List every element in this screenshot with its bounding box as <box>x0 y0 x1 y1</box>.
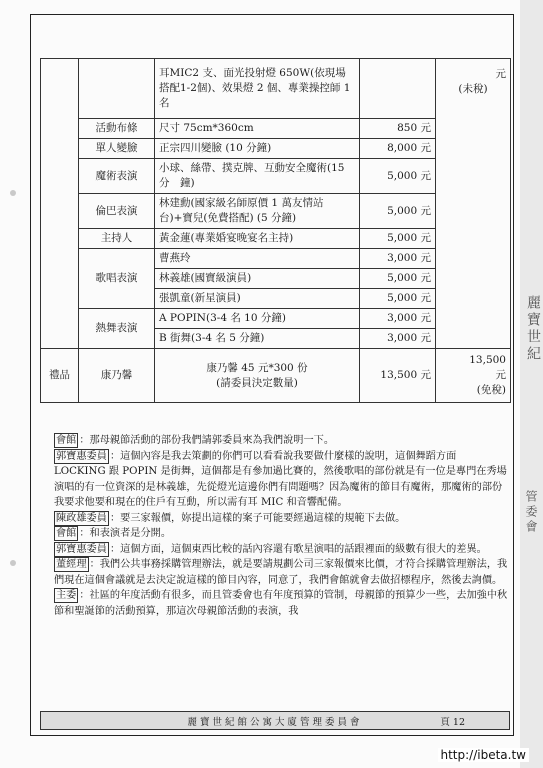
speech-text: ：這個方面，這個東西比較的話內容還有歌星演唱的話跟裡面的級數有很大的差異。 <box>109 543 487 555</box>
speaker-label: 會館 <box>56 528 77 539</box>
side-text-bottom: 管委會 <box>524 490 538 535</box>
price-cell: 5,000 元 <box>360 289 436 309</box>
minutes-paragraph <box>54 588 508 619</box>
desc-cell: 張凱童(新星演員) <box>155 289 360 309</box>
gift-total-note: (免稅) <box>476 384 506 396</box>
desc-cell: 小球、絲帶、撲克牌、互動安全魔術(15 分 鐘) <box>155 159 360 194</box>
desc-cell: 林義雄(國寶級演員) <box>155 269 360 289</box>
speech-text: ：和表演者是分開。 <box>79 528 172 539</box>
item-cell-empty <box>79 59 155 119</box>
desc-cell: 正宗四川變臉 (10 分鐘) <box>155 139 360 159</box>
page-footer <box>40 711 510 730</box>
item-cell: 活動布條 <box>79 119 155 139</box>
price-cell: 3,000 元 <box>360 249 436 269</box>
table-row <box>41 349 511 403</box>
category-cell-empty <box>41 59 79 349</box>
hole-punch <box>10 560 16 566</box>
price-cell: 3,000 元 <box>360 309 436 329</box>
price-cell: 5,000 元 <box>360 229 436 249</box>
desc-cell: 康乃馨 45 元*300 份 (請委員決定數量) <box>155 349 360 403</box>
price-cell: 850 元 <box>360 119 436 139</box>
minutes-paragraph <box>54 433 508 449</box>
speech-text: ：我們公共事務採購管理辦法，就是要請規劃公司三家報價來比價，才符合採購管理辦法，我們現在這個會議就是去決定說這樣的節目內容，同意了，我們會館就會去做招標程序，然後去詢價。 <box>54 559 508 586</box>
watermark: http://ibeta.tw <box>438 748 530 762</box>
total-cell <box>436 349 511 403</box>
fee-table <box>40 58 511 403</box>
speaker-label: 主委 <box>56 590 77 601</box>
price-cell: 5,000 元 <box>360 159 436 194</box>
minutes-paragraph <box>54 511 508 527</box>
desc-cell: 曹燕玲 <box>155 249 360 269</box>
page-number: 頁 12 <box>440 717 465 728</box>
price-cell: 5,000 元 <box>360 269 436 289</box>
footer-title: 麗寶世紀館公寓大廈管理委員會 <box>187 717 363 728</box>
total-unit: 元 <box>495 68 506 80</box>
minutes-paragraph <box>54 449 508 511</box>
item-cell: 康乃馨 <box>79 349 155 403</box>
speaker-label: 郭寶惠委員 <box>56 543 107 555</box>
desc-cell: 耳MIC2 支、面光投射燈 650W(依現場搭配1-2個)、效果燈 2 個、專業操控師 1 名 <box>155 59 360 119</box>
speech-text: ：那母親節活動的部份我們請郭委員來為我們說明一下。 <box>79 435 335 446</box>
item-cell: 熱舞表演 <box>79 309 155 349</box>
category-cell: 禮品 <box>41 349 79 403</box>
speech-text: ：要三家報價，妳提出這樣的案子可能要經過這樣的規範下去做。 <box>109 512 406 524</box>
meeting-minutes <box>54 433 508 619</box>
side-text-top: 麗寶世紀 <box>525 295 541 363</box>
price-cell: 8,000 元 <box>360 139 436 159</box>
speaker-label: 會館 <box>56 435 77 446</box>
desc-cell: 林建勳(國家級名師原價 1 萬友情站台)+寶兒(免費搭配) (5 分鐘) <box>155 194 360 229</box>
price-cell: 5,000 元 <box>360 194 436 229</box>
desc-cell: B 街舞(3-4 名 5 分鐘) <box>155 329 360 349</box>
speaker-label: 郭寶惠委員 <box>56 450 107 462</box>
total-cell <box>436 59 511 349</box>
item-cell: 主持人 <box>79 229 155 249</box>
price-cell: 3,000 元 <box>360 329 436 349</box>
speaker-label: 董經理 <box>56 559 87 570</box>
speech-text: ：這個內容是我去策劃的你們可以看看說我要做什麼樣的說明，這個舞蹈方面 LOCKING 跟 POPIN 是街舞，這個都是有參加過比賽的，然後歌唱的部份就是有一位是專門在秀場演唱的有一位資深的是林義雄，先從燈光這邊你們有問題嗎？因為魔術的節目有魔術，那魔術的部份我要求他要和現在的住戶有互動，所以需有耳 MIC 和音響配備。 <box>54 450 507 508</box>
price-cell: 13,500 元 <box>360 349 436 403</box>
minutes-paragraph <box>54 526 508 542</box>
total-note: (未稅) <box>458 83 488 95</box>
gift-total-amount: 13,500 <box>469 354 506 366</box>
desc-cell: 黃金蓮(專業婚宴晚宴名主持) <box>155 229 360 249</box>
table-row <box>41 59 511 119</box>
price-cell-empty <box>360 59 436 119</box>
gift-total-unit: 元 <box>495 369 506 381</box>
item-cell: 單人變臉 <box>79 139 155 159</box>
desc-cell: A POPIN(3-4 名 10 分鐘) <box>155 309 360 329</box>
item-cell: 魔術表演 <box>79 159 155 194</box>
hole-punch <box>10 190 16 196</box>
speaker-label: 陳政雄委員 <box>56 512 107 524</box>
desc-cell: 尺寸 75cm*360cm <box>155 119 360 139</box>
speech-text: ：社區的年度活動有很多，而且管委會也有年度預算的管制，母親節的預算少一些，去加強中秋節和聖誕節的活動預算，那這次母親節活動的表演，我 <box>54 590 508 617</box>
minutes-paragraph <box>54 542 508 558</box>
item-cell: 倫巴表演 <box>79 194 155 229</box>
minutes-paragraph <box>54 557 508 588</box>
item-cell: 歌唱表演 <box>79 249 155 309</box>
